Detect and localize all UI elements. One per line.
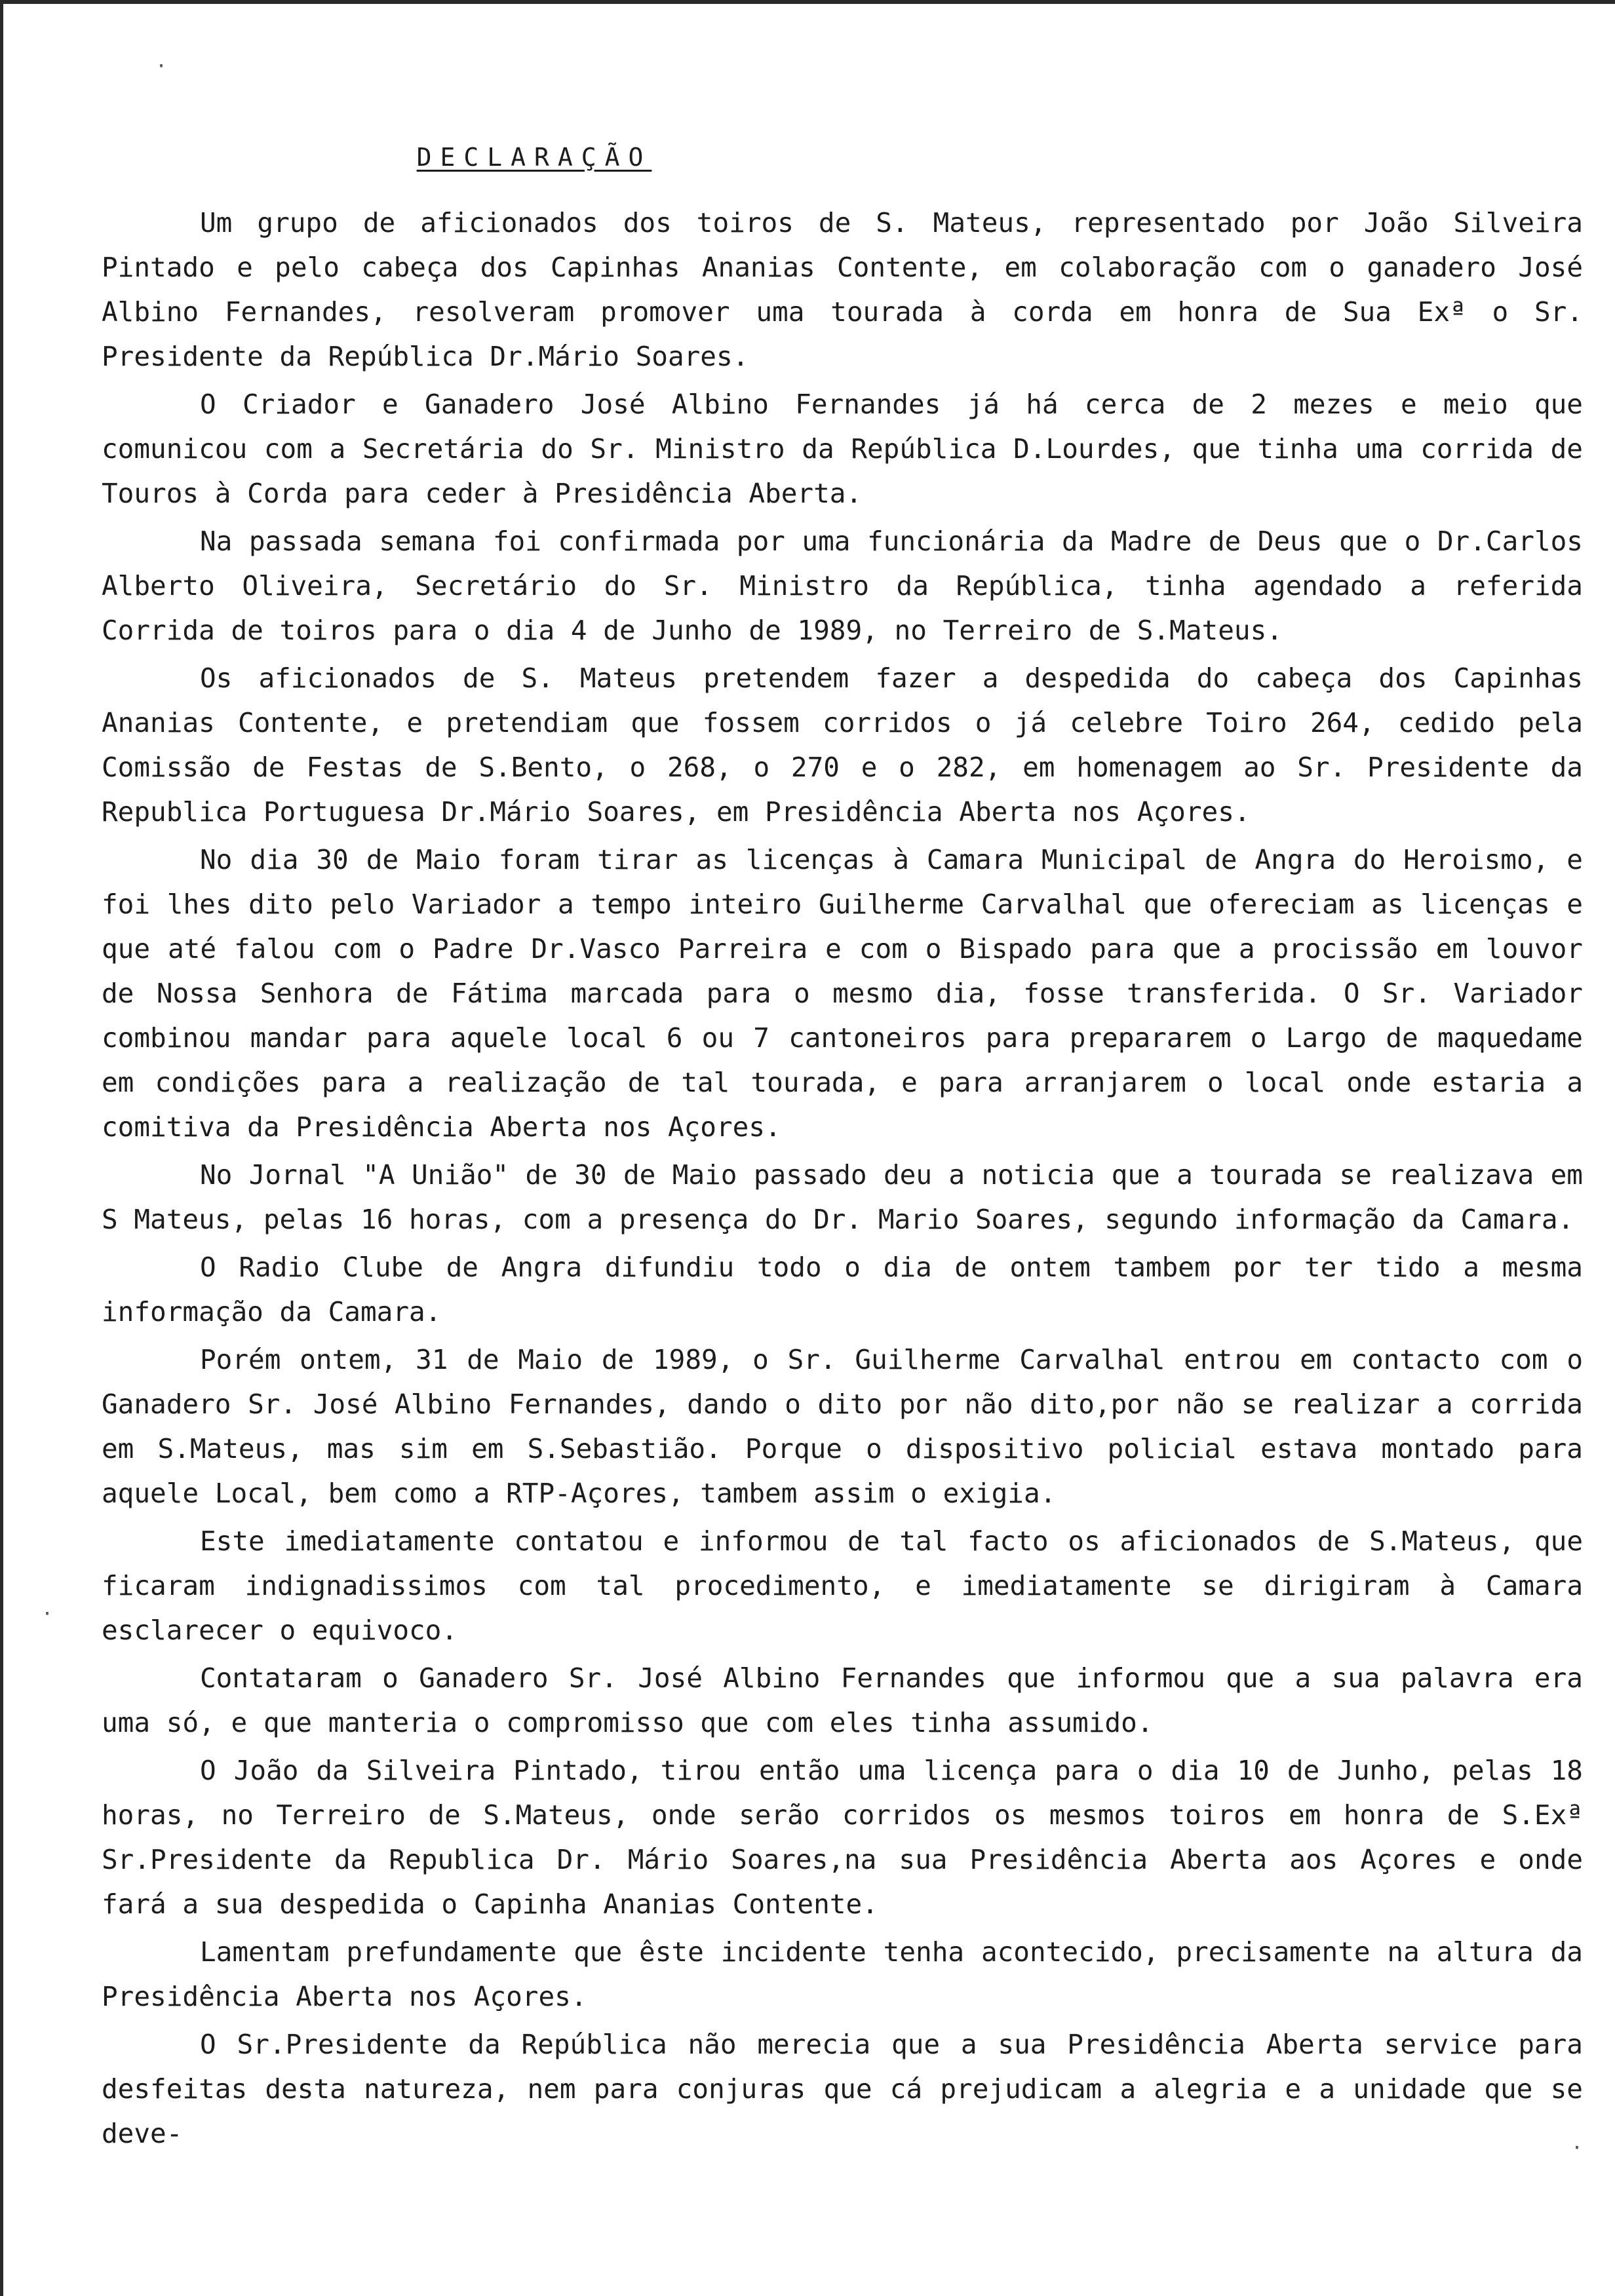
paragraph: Na passada semana foi confirmada por uma funcionária da Madre de Deus que o Dr.Carlos Alberto Oliveira, Secretário do Sr. Ministro da República, tinha agendado a referida Corrida de toiros para o dia 4 de Junho de 1989, no Terreiro de S.Mateus. — [102, 526, 1583, 646]
scan-speck: · — [1571, 2137, 1584, 2160]
scan-speck: · — [41, 1603, 54, 1626]
paragraph: O Sr.Presidente da República não merecia que a sua Presidência Aberta service para desfeitas desta natureza, nem para conjuras que cá prejudicam a alegria e a unidade que se deve- — [102, 2029, 1583, 2149]
scan-speck: · — [155, 55, 168, 78]
paragraph: No Jornal "A União" de 30 de Maio passado deu a noticia que a tourada se realizava em S Mateus, pelas 16 horas, com a presença do Dr. Mario Soares, segundo informação da Camara. — [102, 1159, 1583, 1235]
document-title: DECLARAÇÃO — [416, 143, 652, 172]
paragraph: Este imediatamente contatou e informou de tal facto os aficionados de S.Mateus, que ficaram indignadissimos com tal procedimento, e imediatamente se dirigiram à Camara esclarecer o equivoco. — [102, 1525, 1583, 1646]
paragraph: Contataram o Ganadero Sr. José Albino Fernandes que informou que a sua palavra era uma só, e que manteria o compromisso que com eles tinha assumido. — [102, 1662, 1583, 1738]
paragraph: Um grupo de aficionados dos toiros de S. Mateus, representado por João Silveira Pintado e pelo cabeça dos Capinhas Ananias Contente, em colaboração com o ganadero José Albino Fernandes, resolveram promover uma tourada à corda em honra de Sua Exª o Sr. Presidente da República Dr.Mário Soares. — [102, 207, 1583, 372]
document-body — [102, 201, 1583, 2159]
paragraph: No dia 30 de Maio foram tirar as licenças à Camara Municipal de Angra do Heroismo, e foi lhes dito pelo Variador a tempo inteiro Guilherme Carvalhal que ofereciam as licenças e que até falou com o Padre Dr.Vasco Parreira e com o Bispado para que a procissão em louvor de Nossa Senhora de Fátima marcada para o mesmo dia, fosse transferida. O Sr. Variador combinou mandar para aquele local 6 ou 7 cantoneiros para prepararem o Largo de maquedame em condições para a realização de tal tourada, e para arranjarem o local onde estaria a comitiva da Presidência Aberta nos Açores. — [102, 844, 1583, 1143]
paragraph: O Criador e Ganadero José Albino Fernandes já há cerca de 2 mezes e meio que comunicou com a Secretária do Sr. Ministro da República D.Lourdes, que tinha uma corrida de Touros à Corda para ceder à Presidência Aberta. — [102, 389, 1583, 509]
paragraph: O Radio Clube de Angra difundiu todo o dia de ontem tambem por ter tido a mesma informação da Camara. — [102, 1252, 1583, 1328]
paragraph: Os aficionados de S. Mateus pretendem fazer a despedida do cabeça dos Capinhas Ananias Contente, e pretendiam que fossem corridos o já celebre Toiro 264, cedido pela Comissão de Festas de S.Bento, o 268, o 270 e o 282, em homenagem ao Sr. Presidente da Republica Portuguesa Dr.Mário Soares, em Presidência Aberta nos Açores. — [102, 662, 1583, 828]
paragraph: O João da Silveira Pintado, tirou então uma licença para o dia 10 de Junho, pelas 18 horas, no Terreiro de S.Mateus, onde serão corridos os mesmos toiros em honra de S.Exª Sr.Presidente da Republica Dr. Mário Soares,na sua Presidência Aberta aos Açores e onde fará a sua despedida o Capinha Ananias Contente. — [102, 1755, 1583, 1920]
paragraph: Porém ontem, 31 de Maio de 1989, o Sr. Guilherme Carvalhal entrou em contacto com o Ganadero Sr. José Albino Fernandes, dando o dito por não dito,por não se realizar a corrida em S.Mateus, mas sim em S.Sebastião. Porque o dispositivo policial estava montado para aquele Local, bem como a RTP-Açores, tambem assim o exigia. — [102, 1344, 1583, 1509]
paragraph: Lamentam prefundamente que êste incidente tenha acontecido, precisamente na altura da Presidência Aberta nos Açores. — [102, 1936, 1583, 2012]
